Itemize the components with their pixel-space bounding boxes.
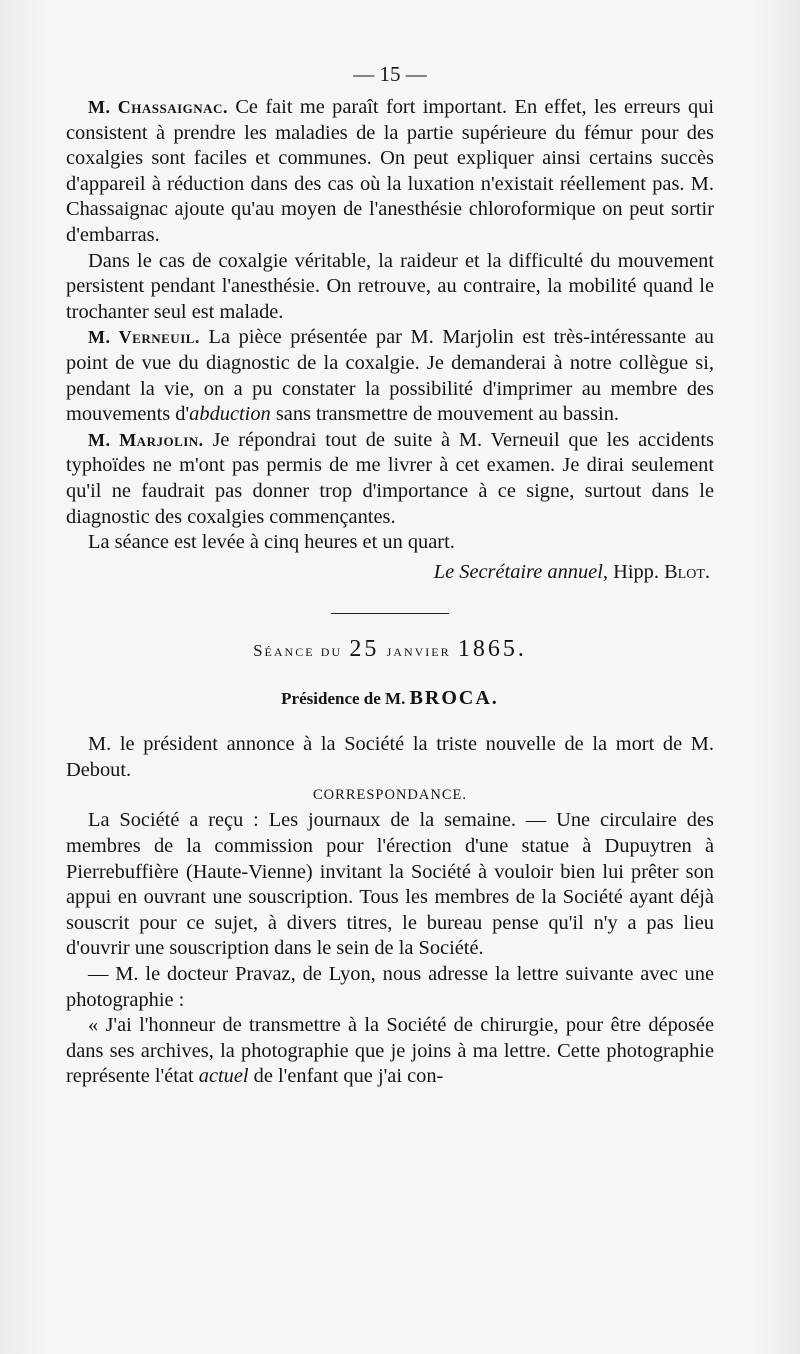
paragraph-marjolin [66,428,714,530]
paragraph-chassaignac [66,95,714,249]
signature-role: Le Secrétaire annuel, [433,560,608,583]
section-divider [331,613,449,614]
session-month: janvier [386,641,451,661]
paragraph-verneuil [66,325,714,427]
paragraph-closing [66,530,714,556]
paragraph-letter [66,1013,714,1090]
session-day: 25 [349,636,380,663]
paragraph-text: de l'enfant que j'ai con- [248,1065,444,1088]
paragraph-text: Je répondrai tout de suite à M. Verneuil que les accidents typhoïdes ne m'ont pas permis de me livrer à cet examen. Je dirai seulement qu'il ne faudrait pas donner trop d'importance à ce signe, surtout dans le diagnostic des coxalgies commençantes. [66,428,714,528]
signature [66,560,714,586]
section-heading-correspondance: CORRESPONDANCE. [313,787,467,804]
paragraph-text: Dans le cas de coxalgie véritable, la raideur et la difficulté du mouvement persistent pendant l'anesthésie. On retrouve, au contraire, la mobilité quand le trochanter seul est malade. [66,249,714,323]
signature-name-prefix: Hipp. [613,560,665,583]
paragraph-correspondance [66,808,714,962]
presidence-label: Présidence de M. [281,689,406,709]
speaker-name: M. Verneuil. [88,327,200,348]
session-year: 1865. [457,636,527,663]
speaker-name: M. Chassaignac. [88,97,228,117]
emphasis-text: actuel [198,1065,249,1088]
paragraph-text: — M. le docteur Pravaz, de Lyon, nous adresse la lettre suivante avec une photographie : [66,963,714,1011]
signature-name: Blot. [664,560,710,583]
presidence-line [66,687,714,710]
president-name: BROCA. [409,687,499,710]
paragraph-pravaz [66,962,714,1013]
paragraph-coxalgie [66,249,714,326]
session-label: Séance du [253,641,343,661]
paragraph-text: La Société a reçu : Les journaux de la semaine. — Une circulaire des membres de la commission pour l'érection d'une statue à Dupuytren à Pierrebuffière (Haute-Vienne) invitant la Société à vouloir bien lui prêter son appui en ouvrant une souscription. Tous les membres de la Société ayant déjà souscrit pour ce sujet, à divers titres, le bureau pense qu'il n'y a pas lieu d'ouvrir une souscription dans le sein de la Société. [66,809,714,960]
paragraph-text: La séance est levée à cinq heures et un quart. [88,531,455,554]
page-number: — 15 — [353,62,427,86]
paragraph-text: sans transmettre de mouvement au bassin. [270,403,619,426]
session-title [66,636,714,663]
speaker-name: M. Marjolin. [88,429,204,450]
paragraph-text: Ce fait me paraît fort important. En effet, les erreurs qui consistent à prendre les maladies de la partie supérieure du fémur pour des coxalgies sont faciles et communes. On peut expliquer ainsi certains succès d'appareil à réduction dans des cas où la luxation n'existait réellement pas. M. Chassaignac ajoute qu'au moyen de l'anesthésie chloroformique on peut sortir d'embarras. [66,96,714,246]
paragraph-announcement [66,732,714,783]
paragraph-text: M. le président annonce à la Société la triste nouvelle de la mort de M. Debout. [66,733,714,781]
paragraph-text: La pièce présentée par M. Marjolin est très-intéressante au point de vue du diagnostic de la coxalgie. Je demanderai à notre collègue si, pendant la vie, on a pu constater la possibilité d'imprimer au membre des mouvements d' [66,326,714,426]
paragraph-text: « J'ai l'honneur de transmettre à la Société de chirurgie, pour être déposée dans ses archives, la photographie que je joins à ma lettre. Cette photographie représente l'état [66,1014,714,1088]
emphasis-text: abduction [189,403,271,426]
